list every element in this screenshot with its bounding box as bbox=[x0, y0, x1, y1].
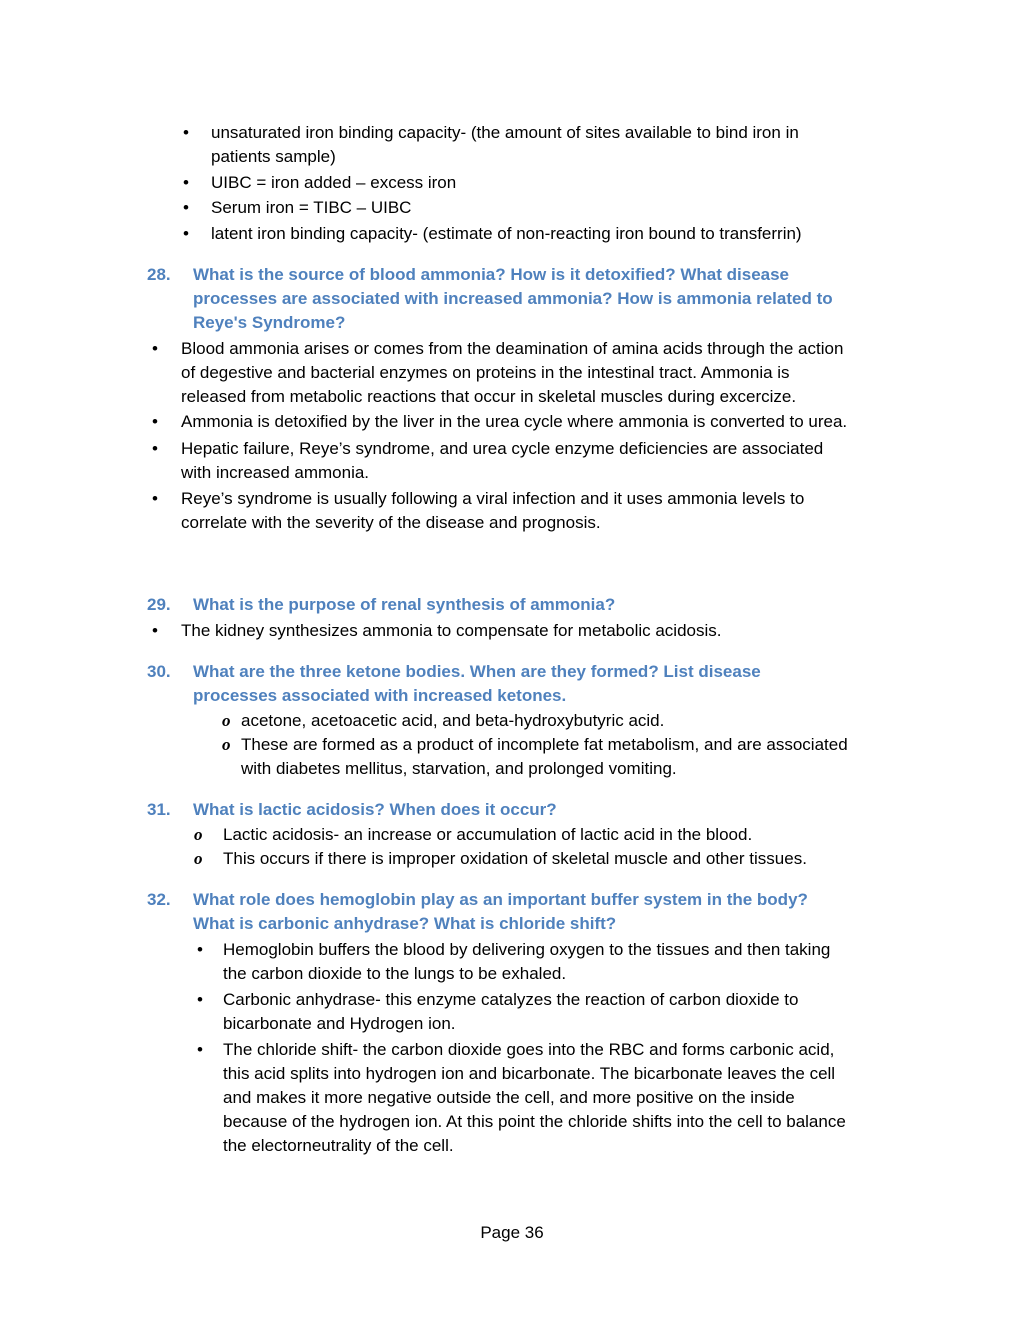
answer-line: because of the hydrogen ion. At this point the chloride shifts into the cell to balance bbox=[223, 1112, 846, 1131]
bullet-icon: • bbox=[183, 224, 189, 243]
circle-bullet-icon: o bbox=[222, 735, 231, 754]
answer-line: the carbon dioxide to the lungs to be exhaled. bbox=[223, 964, 567, 983]
bullet-icon: • bbox=[152, 439, 158, 458]
answer-line: the electorneutrality of the cell. bbox=[223, 1136, 454, 1155]
bullet-icon: • bbox=[183, 123, 189, 142]
answer-line: and makes it more negative outside the cell, and more positive on the inside bbox=[223, 1088, 795, 1107]
bullet-icon: • bbox=[183, 173, 189, 192]
question-line: What is the purpose of renal synthesis of ammonia? bbox=[193, 595, 616, 614]
question-line: What role does hemoglobin play as an important buffer system in the body? bbox=[193, 890, 808, 909]
question-line: What are the three ketone bodies. When are they formed? List disease bbox=[193, 662, 761, 681]
question-number: 30. bbox=[147, 662, 171, 681]
answer-line: acetone, acetoacetic acid, and beta-hydroxybutyric acid. bbox=[241, 711, 665, 730]
question-line: What is the source of blood ammonia? How is it detoxified? What disease bbox=[193, 265, 790, 284]
question-line: Reye's Syndrome? bbox=[193, 313, 346, 332]
answer-line: The kidney synthesizes ammonia to compensate for metabolic acidosis. bbox=[181, 621, 722, 640]
answer-line: this acid splits into hydrogen ion and bicarbonate. The bicarbonate leaves the cell bbox=[223, 1064, 836, 1083]
answer-line: Reye’s syndrome is usually following a viral infection and it uses ammonia levels to bbox=[181, 489, 805, 508]
question-line: What is lactic acidosis? When does it occur? bbox=[193, 800, 557, 819]
question-number: 31. bbox=[147, 800, 171, 819]
answer-line: with increased ammonia. bbox=[181, 463, 370, 482]
circle-bullet-icon: o bbox=[194, 825, 203, 844]
list-item-line: unsaturated iron binding capacity- (the amount of sites available to bind iron in bbox=[211, 123, 799, 142]
answer-line: Blood ammonia arises or comes from the deamination of amina acids through the action bbox=[181, 339, 844, 358]
circle-bullet-icon: o bbox=[194, 849, 203, 868]
answer-line: released from metabolic reactions that occur in skeletal muscles during excercize. bbox=[181, 387, 797, 406]
bullet-icon: • bbox=[152, 621, 158, 640]
bullet-icon: • bbox=[152, 412, 158, 431]
answer-line: bicarbonate and Hydrogen ion. bbox=[223, 1014, 456, 1033]
answer-line: Ammonia is detoxified by the liver in the urea cycle where ammonia is converted to urea. bbox=[181, 412, 848, 431]
bullet-icon: • bbox=[197, 1040, 203, 1059]
answer-line: with diabetes mellitus, starvation, and prolonged vomiting. bbox=[241, 759, 677, 778]
bullet-icon: • bbox=[152, 339, 158, 358]
list-item-line: latent iron binding capacity- (estimate of non-reacting iron bound to transferrin) bbox=[211, 224, 802, 243]
bullet-icon: • bbox=[152, 489, 158, 508]
question-number: 32. bbox=[147, 890, 171, 909]
answer-line: correlate with the severity of the disease and prognosis. bbox=[181, 513, 601, 532]
bullet-icon: • bbox=[183, 198, 189, 217]
question-line: processes are associated with increased ammonia? How is ammonia related to bbox=[193, 289, 833, 308]
answer-line: Carbonic anhydrase- this enzyme catalyzes the reaction of carbon dioxide to bbox=[223, 990, 799, 1009]
list-item-line: UIBC = iron added – excess iron bbox=[211, 173, 457, 192]
bullet-icon: • bbox=[197, 940, 203, 959]
answer-line: of degestive and bacterial enzymes on proteins in the intestinal tract. Ammonia is bbox=[181, 363, 790, 382]
list-item-line: patients sample) bbox=[211, 147, 336, 166]
bullet-icon: • bbox=[197, 990, 203, 1009]
question-line: What is carbonic anhydrase? What is chloride shift? bbox=[193, 914, 617, 933]
answer-line: This occurs if there is improper oxidation of skeletal muscle and other tissues. bbox=[223, 849, 807, 868]
question-line: processes associated with increased ketones. bbox=[193, 686, 567, 705]
answer-line: Hemoglobin buffers the blood by delivering oxygen to the tissues and then taking bbox=[223, 940, 831, 959]
answer-line: Hepatic failure, Reye’s syndrome, and urea cycle enzyme deficiencies are associated bbox=[181, 439, 824, 458]
question-number: 29. bbox=[147, 595, 171, 614]
answer-line: The chloride shift- the carbon dioxide goes into the RBC and forms carbonic acid, bbox=[223, 1040, 835, 1059]
list-item-line: Serum iron = TIBC – UIBC bbox=[211, 198, 412, 217]
answer-line: Lactic acidosis- an increase or accumulation of lactic acid in the blood. bbox=[223, 825, 753, 844]
answer-line: These are formed as a product of incomplete fat metabolism, and are associated bbox=[241, 735, 848, 754]
page-number: Page 36 bbox=[480, 1223, 544, 1242]
circle-bullet-icon: o bbox=[222, 711, 231, 730]
question-number: 28. bbox=[147, 265, 171, 284]
